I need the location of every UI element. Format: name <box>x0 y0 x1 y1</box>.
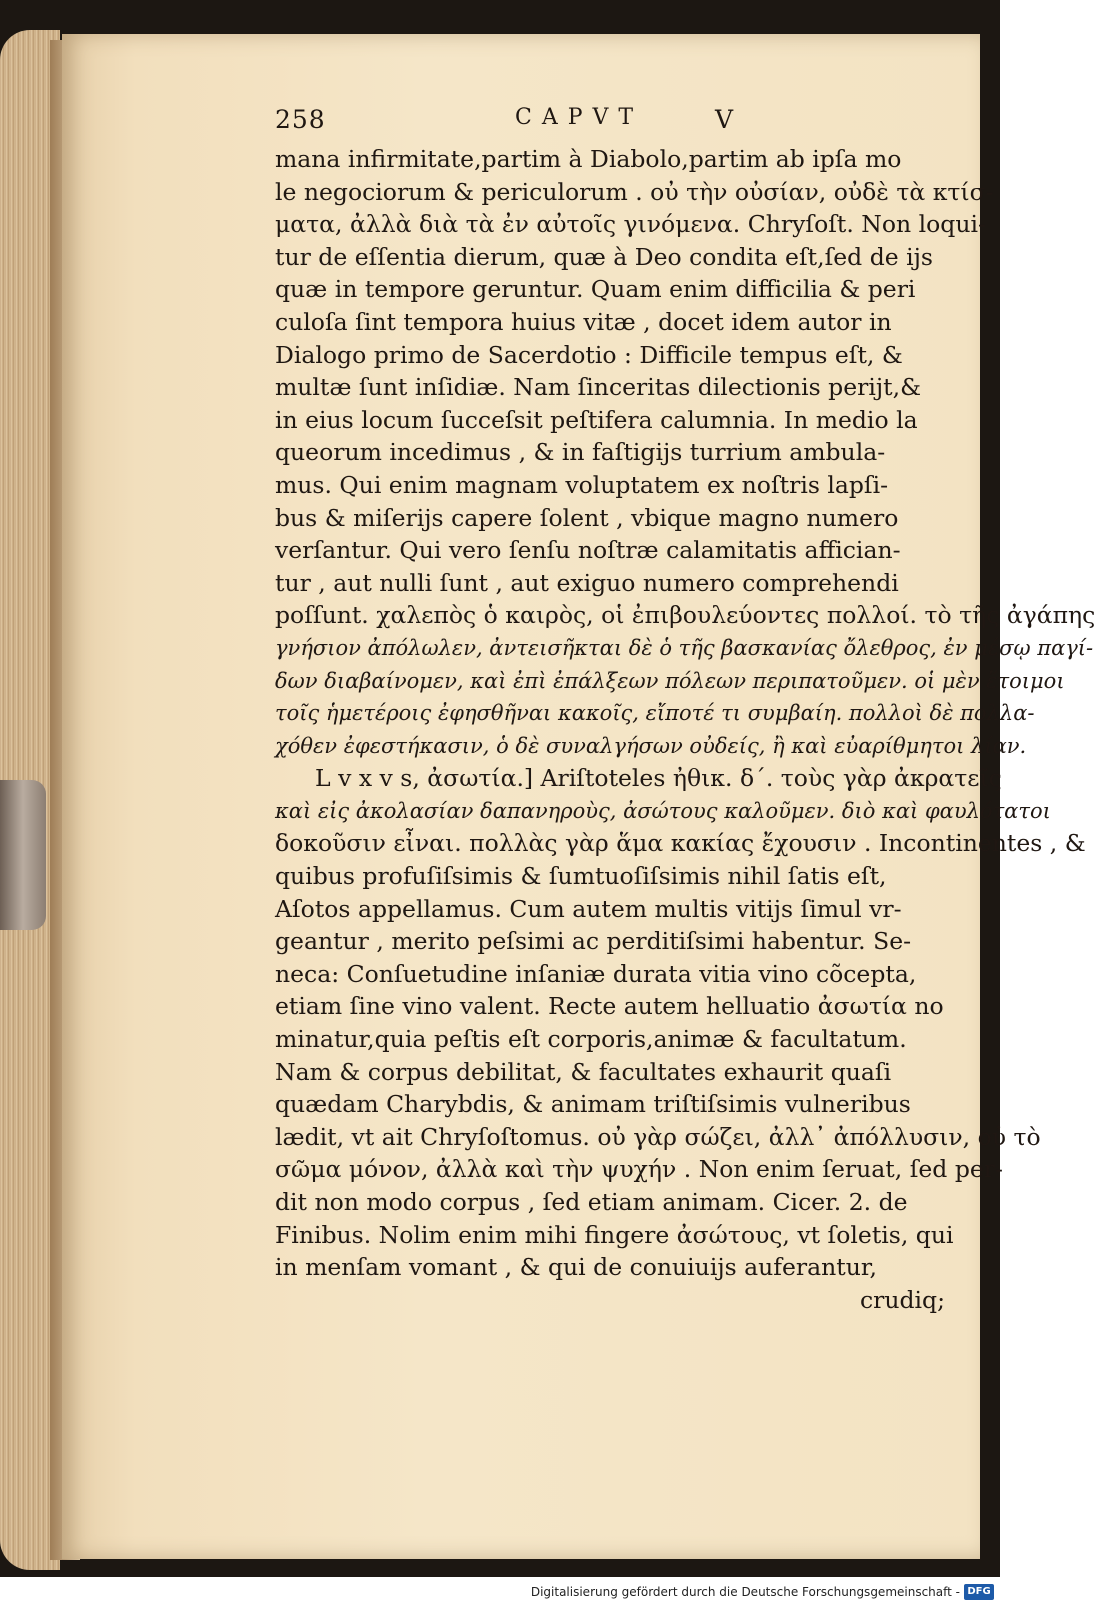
greek-text-line: γνήσιον ἀπόλωλεν, ἀντεισῆκται δὲ ὁ τῆς βασκανίας ὄλεθρος, ἐν μέσῳ παγί- <box>275 635 1094 660</box>
text-line: verſantur. Qui vero ſenſu noſtræ calamitatis affician- <box>275 536 901 565</box>
text-line: lædit, vt ait Chryſoſtomus. οὐ γὰρ σώζει, ἀλλ᾽ ἀπόλλυσιν, οὐ τὸ <box>275 1122 1041 1151</box>
text-line: poſſunt. χαλεπὸς ὁ καιρὸς, οἱ ἐπιβουλεύοντες πολλοί. τὸ τῆς ἀγάπης <box>275 601 1095 630</box>
text-line: culoſa ſint tempora huius vitæ , docet idem autor in <box>275 307 892 336</box>
text-line: etiam ſine vino valent. Recte autem helluatio ἀσωτία no <box>275 992 944 1021</box>
text-line: le negociorum & periculorum . οὐ τὴν οὐσίαν, οὐδὲ τὰ κτίσ- <box>275 177 994 206</box>
text-line: queorum incedimus , & in faſtigijs turrium ambula- <box>275 438 886 467</box>
text-line: dit non modo corpus , ſed etiam animam. Cicer. 2. de <box>275 1188 908 1216</box>
greek-text-line: καὶ εἰς ἀκολασίαν δαπανηροὺς, ἀσώτους καλοῦμεν. διὸ καὶ φαυλότατοι <box>275 798 1051 823</box>
text-line: in eius locum ſucceſsit peſtifera calumnia. In medio la <box>275 405 918 434</box>
text-line: ματα, ἀλλὰ διὰ τὰ ἐν αὐτοῖς γινόμενα. Chryſoſt. Non loqui- <box>275 210 986 239</box>
text-line: δοκοῦσιν εἶναι. πολλὰς γὰρ ἅμα κακίας ἔχουσιν . Incontinentes , & <box>275 829 1086 858</box>
text-block <box>275 105 1095 1316</box>
chapter-number: V <box>715 105 735 134</box>
greek-text-line: τοῖς ἡμετέροις ἐφησθῆναι κακοῖς, εἴποτέ τι συμβαίη. πολλοὶ δὲ πολλα- <box>275 701 1035 726</box>
text-line: geantur , merito peſsimi ac perditiſsimi habentur. Se- <box>275 927 912 956</box>
text-line: multæ ſunt inſidiæ. Nam ſinceritas dilectionis perijt,& <box>275 373 921 402</box>
digitization-footer <box>0 1577 1000 1607</box>
page-number: 258 <box>275 105 326 134</box>
text-line: Nam & corpus debilitat, & facultates exhaurit quaſi <box>275 1057 892 1086</box>
text-line: Finibus. Nolim enim mihi fingere ἀσώτους, vt ſoletis, qui <box>275 1220 954 1249</box>
text-line: quibus profuſiſsimis & ſumtuoſiſsimis nihil ſatis eſt, <box>275 862 887 891</box>
text-line: mus. Qui enim magnam voluptatem ex noſtris lapſi- <box>275 470 889 499</box>
text-line: quædam Charybdis, & animam triſtiſsimis vulneribus <box>275 1090 911 1119</box>
text-line: quæ in tempore geruntur. Quam enim difficilia & peri <box>275 275 916 304</box>
text-line: mana infirmitate,partim à Diabolo,partim ab ipſa mo <box>275 145 902 173</box>
greek-text-line: χόθεν ἐφεστήκασιν, ὁ δὲ συναλγήσων οὐδείς, ἢ καὶ εὐαρίθμητοι λίαν. <box>275 733 1027 758</box>
text-line: tur , aut nulli ſunt , aut exiguo numero comprehendi <box>275 568 899 597</box>
text-line: Dialogo primo de Sacerdotio : Difficile tempus eſt, & <box>275 340 903 369</box>
catchword: crudiq; <box>859 1285 945 1314</box>
chapter-title: CAPVT <box>515 105 644 130</box>
text-line: in menſam vomant , & qui de conuiuijs auferantur, <box>275 1253 877 1282</box>
running-head <box>275 105 955 143</box>
book-clasp <box>0 780 46 930</box>
text-line: neca: Conſuetudine inſaniæ durata vitia vino cõcepta, <box>275 959 917 988</box>
text-line: σῶμα μόνον, ἀλλὰ καὶ τὴν ψυχήν . Non enim ſeruat, ſed per- <box>275 1155 1003 1184</box>
text-line: tur de eſſentia dierum, quæ à Deo condita eſt,ſed de ijs <box>275 242 933 271</box>
greek-text-line: δων διαβαίνομεν, καὶ ἐπὶ ἐπάλξεων πόλεων περιπατοῦμεν. οἱ μὲν ἕτοιμοι <box>275 668 1065 693</box>
text-line: minatur,quia peſtis eſt corporis,animæ & facultatum. <box>275 1025 907 1054</box>
text-line: Aſotos appellamus. Cum autem multis vitijs ſimul vr- <box>275 894 902 923</box>
text-line-lemma: L v x v s, ἀσωτία.] Ariſtoteles ἠθικ. δ΄. τοὺς γὰρ ἀκρατεῖς <box>315 764 1002 793</box>
dfg-logo-icon: DFG <box>964 1584 994 1600</box>
text-line: bus & miſerijs capere ſolent , vbique magno numero <box>275 503 899 532</box>
funding-credit: Digitalisierung gefördert durch die Deutsche Forschungsgemeinschaft - <box>530 1585 960 1599</box>
